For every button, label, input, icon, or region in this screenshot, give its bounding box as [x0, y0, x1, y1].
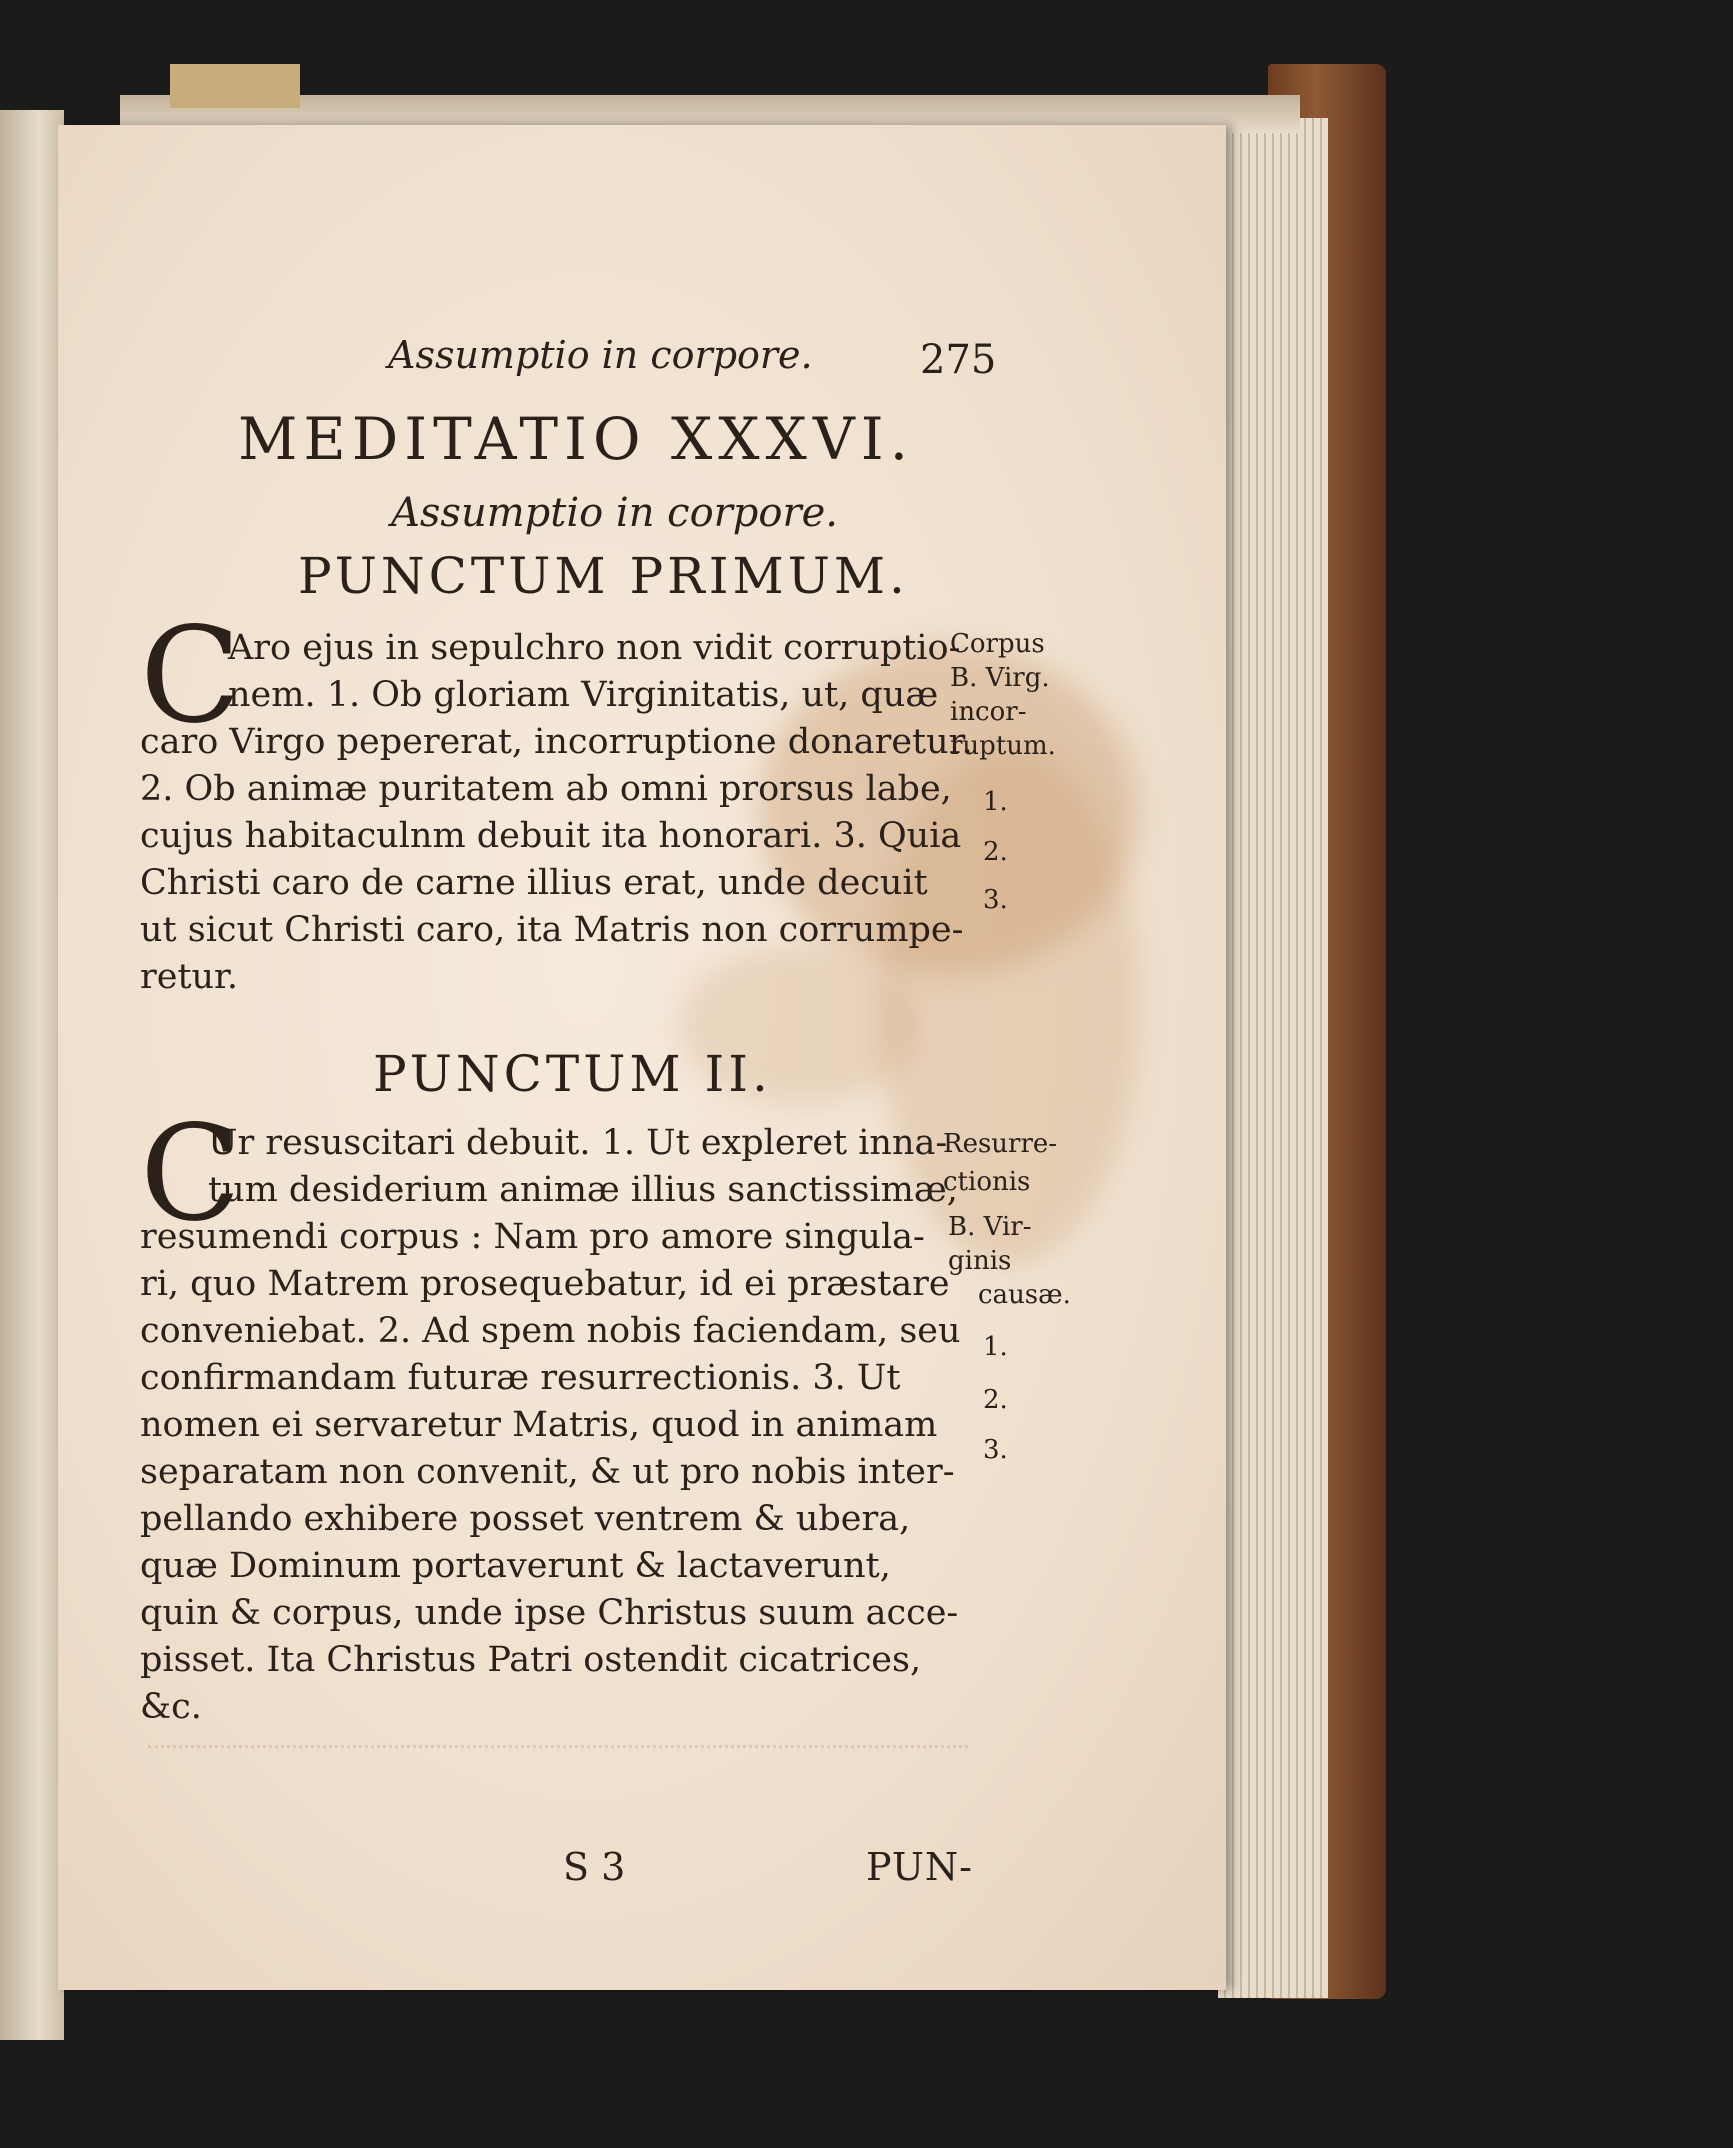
marginal-note: causæ. — [978, 1280, 1071, 1310]
text-line: ut sicut Christi caro, ita Matris non corrumpe- — [140, 910, 964, 950]
text-line: Aro ejus in sepulchro non vidit corruptio- — [228, 628, 961, 668]
text-line: 2. Ob animæ puritatem ab omni prorsus labe, — [140, 769, 952, 809]
meditation-subtitle: Assumptio in corpore. — [391, 490, 838, 536]
marginal-note: 1. — [983, 1332, 1008, 1362]
text-line: quin & corpus, unde ipse Christus suum acce- — [140, 1593, 959, 1633]
drop-cap: C — [140, 599, 241, 753]
marginal-note: Resurre- — [943, 1129, 1058, 1159]
marginal-note: 2. — [983, 837, 1008, 867]
text-line: conveniebat. 2. Ad spem nobis faciendam, seu — [140, 1311, 961, 1351]
marginal-note: incor- — [950, 697, 1027, 727]
text-line: resumendi corpus : Nam pro amore singula- — [140, 1217, 925, 1257]
text-line: Christi caro de carne illius erat, unde decuit — [140, 863, 928, 903]
left-page-edge — [0, 110, 64, 2040]
text-line: confirmandam futuræ resurrectionis. 3. Ut — [140, 1358, 901, 1398]
text-line: &c. — [140, 1687, 202, 1727]
marginal-note: 3. — [983, 1435, 1008, 1465]
text-line: retur. — [140, 957, 239, 997]
marginal-note: 1. — [983, 787, 1008, 817]
page-edges — [1218, 118, 1328, 1998]
punctum-secundum-heading: PUNCTUM II. — [373, 1045, 772, 1103]
marginal-note: Corpus — [950, 629, 1045, 659]
text-line: pellando exhibere posset ventrem & ubera, — [140, 1499, 911, 1539]
show-through — [148, 1745, 968, 1838]
text-line: Ur resuscitari debuit. 1. Ut expleret inna- — [208, 1123, 948, 1163]
book-page — [58, 125, 1226, 1990]
marginal-note: 3. — [983, 885, 1008, 915]
running-head-title: Assumptio in corpore. — [388, 333, 813, 377]
punctum-primum-heading: PUNCTUM PRIMUM. — [298, 547, 909, 605]
paper-tab — [170, 64, 300, 108]
text-line: nem. 1. Ob gloriam Virginitatis, ut, quæ — [228, 675, 939, 715]
marginal-note: 2. — [983, 1385, 1008, 1415]
marginal-note: ctionis — [943, 1167, 1031, 1197]
catchword: PUN- — [866, 1845, 974, 1889]
marginal-note: ginis — [948, 1246, 1012, 1276]
marginal-note: B. Virg. — [950, 663, 1050, 693]
page-number: 275 — [920, 337, 997, 383]
drop-cap: C — [140, 1097, 241, 1251]
marginal-note: ruptum. — [950, 731, 1056, 761]
text-line: nomen ei servaretur Matris, quod in animam — [140, 1405, 938, 1445]
text-line: caro Virgo pepererat, incorruptione donaretur. — [140, 722, 973, 762]
text-line: pisset. Ita Christus Patri ostendit cicatrices, — [140, 1640, 922, 1680]
text-line: quæ Dominum portaverunt & lactaverunt, — [140, 1546, 891, 1586]
text-line: tum desiderium animæ illius sanctissimæ, — [208, 1170, 958, 1210]
text-line: ri, quo Matrem prosequebatur, id ei præstare — [140, 1264, 950, 1304]
text-line: separatam non convenit, & ut pro nobis inter- — [140, 1452, 955, 1492]
signature-mark: S 3 — [563, 1845, 626, 1889]
marginal-note: B. Vir- — [948, 1212, 1032, 1242]
meditation-title: MEDITATIO XXXVI. — [238, 405, 915, 473]
text-line: cujus habitaculnm debuit ita honorari. 3. Quia — [140, 816, 962, 856]
